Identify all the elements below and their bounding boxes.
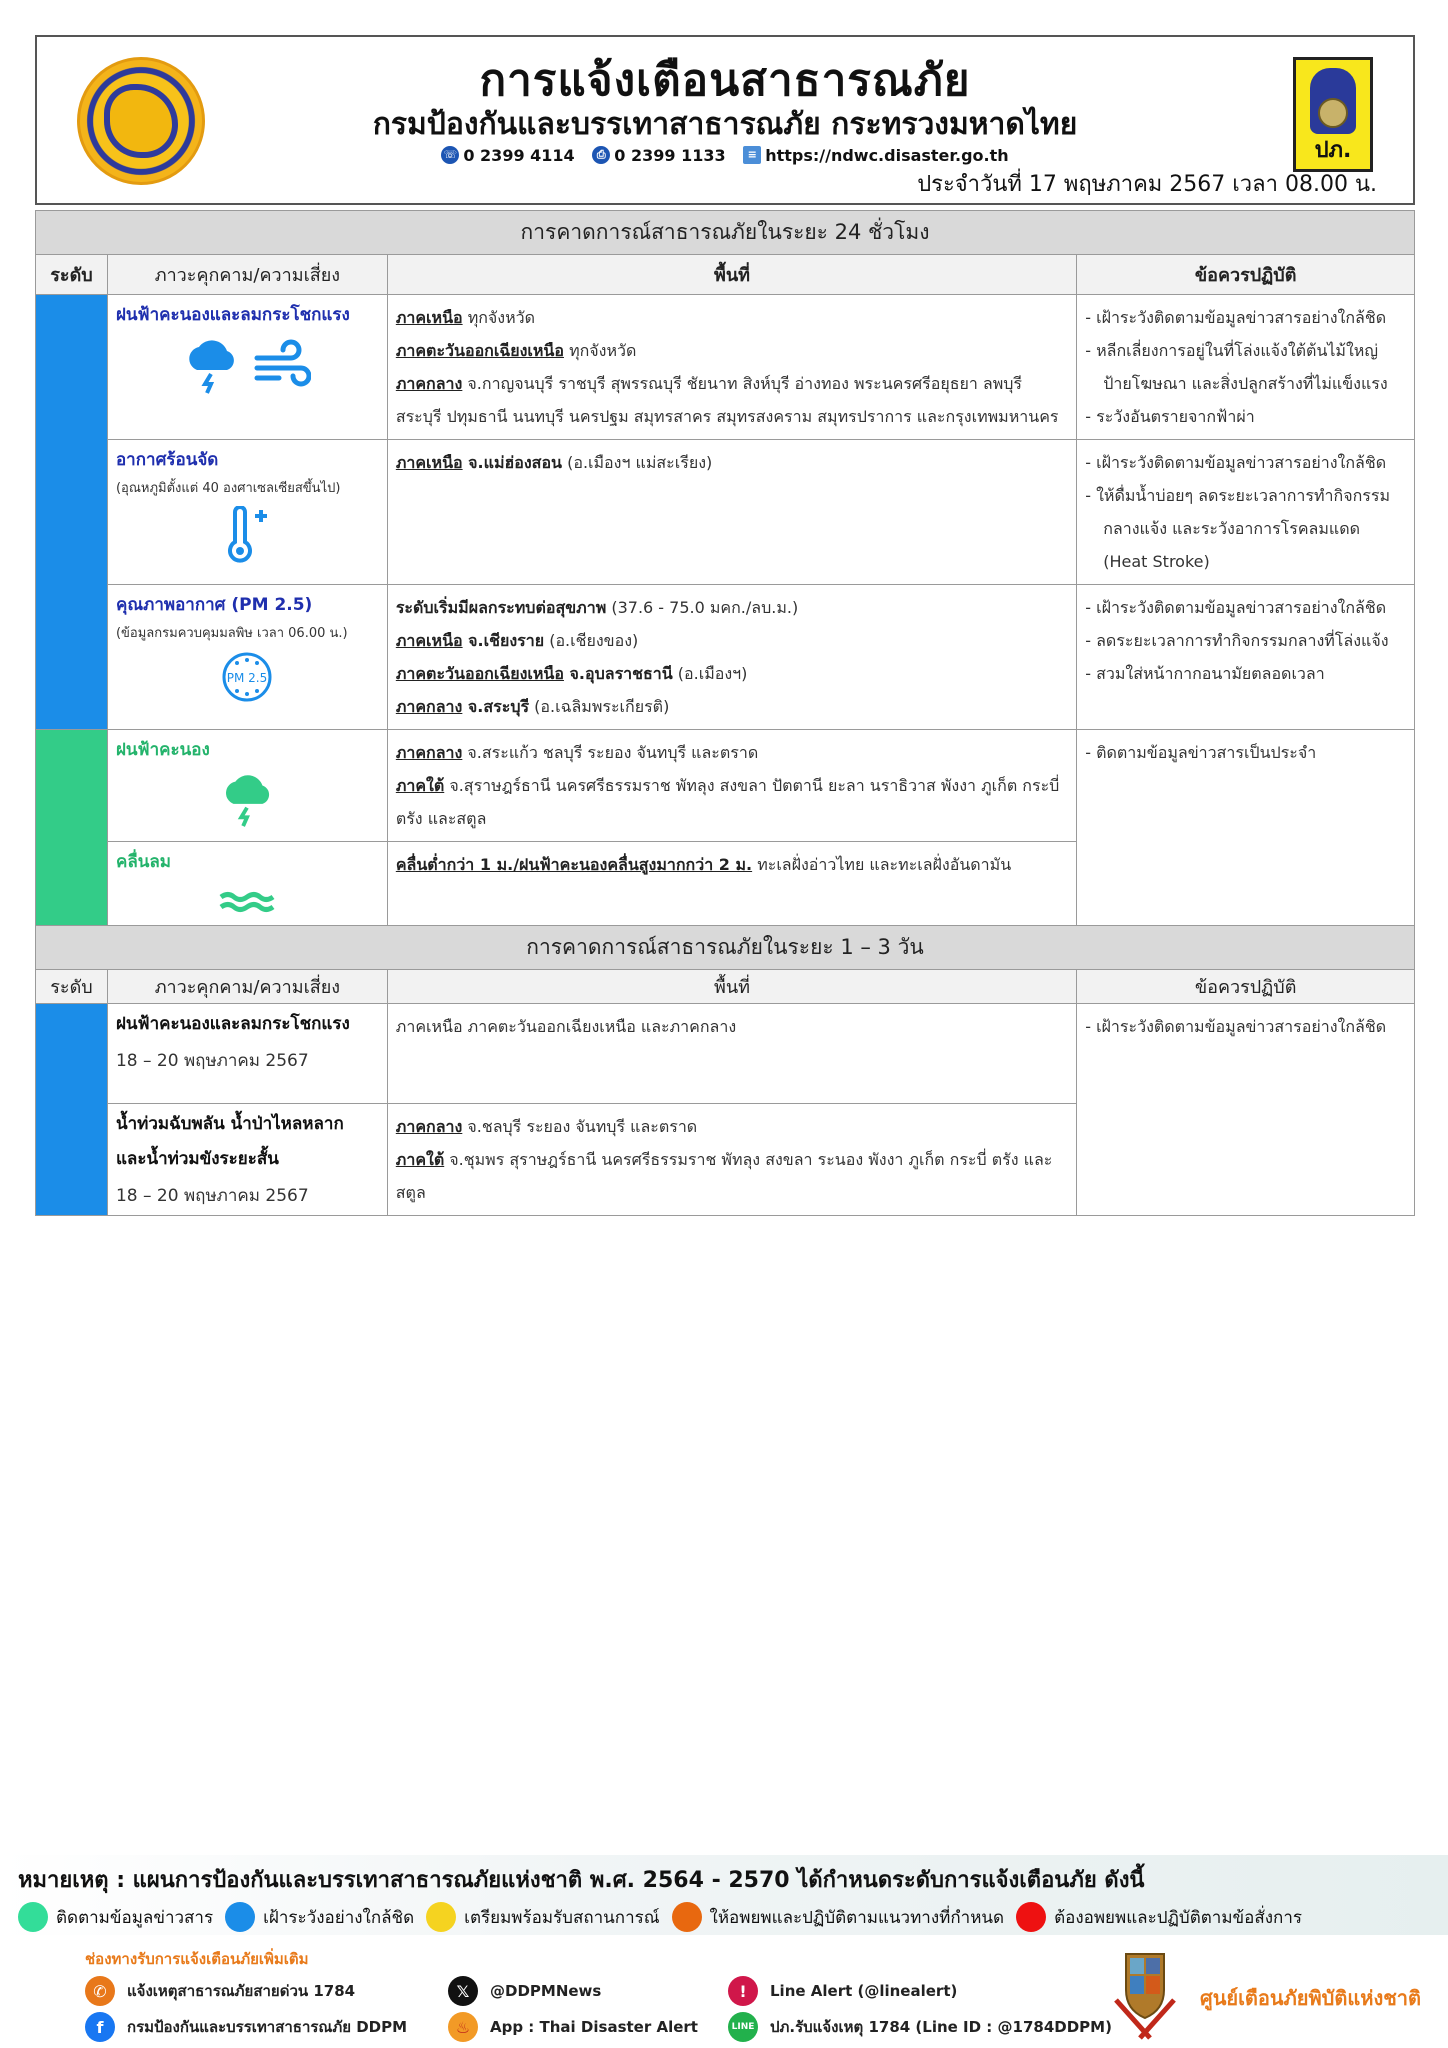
col-header-advice: ข้อควรปฏิบัติ — [1077, 255, 1415, 295]
level-dot-icon — [1016, 1902, 1046, 1932]
region-list: ภาคเหนือ ภาคตะวันออกเฉียงเหนือ และภาคกลาง — [395, 1017, 737, 1036]
advice-item: - ลดระยะเวลาการทำกิจกรรมกลางที่โล่งแจ้ง — [1085, 624, 1406, 657]
advice-cell — [1077, 730, 1415, 942]
web-icon: ≡ — [743, 146, 761, 164]
department-name: กรมป้องกันและบรรเทาสาธารณภัย กระทรวงมหาดไทย — [372, 107, 1078, 142]
province-name: จ.สระบุรี — [462, 697, 530, 716]
website-link[interactable]: https://ndwc.disaster.go.th — [765, 145, 1009, 165]
fax-icon: ⎙ — [592, 146, 610, 164]
table-row — [36, 440, 1415, 585]
district-list: (อ.เมืองฯ แม่สะเรียง) — [562, 453, 713, 472]
region-label: ภาคเหนือ — [395, 631, 463, 650]
app-icon: ♨ — [448, 2012, 478, 2042]
channel-label: ปภ.รับแจ้งเหตุ 1784 (Line ID : @1784DDPM) — [770, 2018, 1112, 2036]
channels-title: ช่องทางรับการแจ้งเตือนภัยเพิ่มเติม — [85, 1950, 309, 1968]
hazard-name: น้ำท่วมฉับพลัน น้ำป่าไหลหลาก — [115, 1114, 344, 1134]
pm25-icon — [221, 651, 273, 703]
wind-icon — [253, 336, 311, 394]
advice-item: - สวมใส่หน้ากากอนามัยตลอดเวลา — [1085, 657, 1406, 690]
forecast-24h-table — [35, 210, 1415, 942]
advice-item: - หลีกเลี่ยงการอยู่ในที่โล่งแจ้งใต้ต้นไม้ใหญ่ ป้ายโฆษณา และสิ่งปลูกสร้างที่ไม่แข็งแรง — [1085, 334, 1406, 400]
forecast-1-3d-table — [35, 925, 1415, 1216]
region-label: ภาคใต้ — [395, 776, 445, 795]
area-cell — [387, 440, 1076, 585]
advice-cell — [1077, 440, 1415, 585]
region-label: ภาคกลาง — [395, 743, 463, 762]
province-list: ทุกจังหวัด — [462, 308, 536, 327]
channel-label: กรมป้องกันและบรรเทาสาธารณภัย DDPM — [127, 2018, 408, 2036]
hazard-date: 18 – 20 พฤษภาคม 2567 — [115, 1186, 309, 1206]
channel-label: Line Alert (@linealert) — [770, 1982, 958, 2000]
province-name: จ.แม่ฮ่องสอน — [462, 453, 562, 472]
channel-label: แจ้งเหตุสาธารณภัยสายด่วน 1784 — [127, 1982, 356, 2000]
hazard-name: อากาศร้อนจัด — [115, 450, 219, 470]
phone-icon: ☏ — [441, 146, 459, 164]
x-icon: 𝕏 — [448, 1976, 478, 2006]
district-list: (อ.เฉลิมพระเกียรติ) — [529, 697, 670, 716]
table-row — [36, 295, 1415, 440]
pm-level-label: ระดับเริ่มมีผลกระทบต่อสุขภาพ — [395, 598, 607, 617]
hazard-note: (อุณหภูมิตั้งแต่ 40 องศาเซลเซียสขึ้นไป) — [115, 481, 341, 496]
area-cell — [387, 730, 1076, 842]
region-label: ภาคใต้ — [395, 1150, 445, 1169]
hazard-name: ฝนฟ้าคะนองและลมกระโชกแรง — [115, 305, 350, 325]
ddpm-abbr: ปภ. — [1314, 138, 1352, 163]
region-label: ภาคตะวันออกเฉียงเหนือ — [395, 341, 564, 360]
province-list: จ.กาญจนบุรี ราชบุรี สุพรรณบุรี ชัยนาท สิงห์บุรี อ่างทอง พระนครศรีอยุธยา ลพบุรี สระบุรี ปทุมธานี นนทบุรี นครปฐม สมุทรสาคร สมุทรสงคราม สมุทรปราการ และกรุงเทพมหานคร — [395, 374, 1059, 426]
thermometer-plus-icon — [225, 506, 269, 564]
col-header-hazard: ภาวะคุกคาม/ความเสี่ยง — [107, 255, 387, 295]
sea-area: ทะเลฝั่งอ่าวไทย และทะเลฝั่งอันดามัน — [752, 855, 1012, 874]
province-list: จ.สุราษฎร์ธานี นครศรีธรรมราช พัทลุง สงขลา ปัตตานี ยะลา นราธิวาส พังงา ภูเก็ต กระบี่ ตรัง และสตูล — [395, 776, 1060, 828]
waves-icon — [219, 891, 275, 913]
table-row — [36, 1004, 1415, 1104]
advice-cell — [1077, 585, 1415, 730]
region-label: ภาคตะวันออกเฉียงเหนือ — [395, 664, 564, 683]
channel-app[interactable] — [448, 2012, 698, 2042]
col-header-level: ระดับ — [36, 255, 108, 295]
table-row — [36, 585, 1415, 730]
line-icon: LINE — [728, 2012, 758, 2042]
level-dot-icon — [225, 1902, 255, 1932]
document-header — [35, 35, 1415, 205]
col-header-advice: ข้อควรปฏิบัติ — [1077, 970, 1415, 1004]
area-cell — [387, 1104, 1076, 1216]
pm-range: (37.6 - 75.0 มคก./ลบ.ม.) — [606, 598, 799, 617]
province-name: จ.เชียงราย — [462, 631, 545, 650]
province-list: จ.สระแก้ว ชลบุรี ระยอง จันทบุรี และตราด — [462, 743, 759, 762]
section-title-24h: การคาดการณ์สาธารณภัยในระยะ 24 ชั่วโมง — [36, 211, 1415, 255]
legend-label: ติดตามข้อมูลข่าวสาร — [56, 1907, 214, 1928]
legend-title: หมายเหตุ : แผนการป้องกันและบรรเทาสาธารณภัยแห่งชาติ พ.ศ. 2564 - 2570 ได้กำหนดระดับการแจ้งเตือนภัย ดังนี้ — [18, 1868, 1145, 1893]
channel-x[interactable] — [448, 1976, 601, 2006]
area-cell — [387, 1004, 1076, 1104]
advice-item: - ให้ดื่มน้ำบ่อยๆ ลดระยะเวลาการทำกิจกรรมกลางแจ้ง และระวังอาการโรคลมแดด (Heat Stroke) — [1085, 479, 1406, 578]
line-alert-icon: ! — [728, 1976, 758, 2006]
level-dot-icon — [426, 1902, 456, 1932]
phone-icon: ✆ — [85, 1976, 115, 2006]
level-indicator-blue — [36, 295, 108, 730]
advice-item: - ระวังอันตรายจากฟ้าผ่า — [1085, 400, 1406, 433]
region-label: ภาคกลาง — [395, 374, 463, 393]
legend-item-yellow — [426, 1902, 659, 1932]
col-header-area: พื้นที่ — [387, 970, 1076, 1004]
advice-cell — [1077, 295, 1415, 440]
level-dot-icon — [18, 1902, 48, 1932]
advice-item: - เฝ้าระวังติดตามข้อมูลข่าวสารอย่างใกล้ชิด — [1085, 1010, 1406, 1043]
channel-label: @DDPMNews — [490, 1982, 602, 2000]
facebook-icon: f — [85, 2012, 115, 2042]
province-list: จ.ชลบุรี ระยอง จันทบุรี และตราด — [462, 1117, 698, 1136]
channel-line-alert[interactable] — [728, 1976, 957, 2006]
hazard-name: คลื่นลม — [115, 852, 172, 872]
region-label: ภาคเหนือ — [395, 308, 463, 327]
region-label: ภาคเหนือ — [395, 453, 463, 472]
legend — [18, 1902, 1302, 1932]
ndwc-emblem-icon — [1110, 1950, 1180, 2040]
hazard-cell — [107, 440, 387, 585]
area-cell — [387, 295, 1076, 440]
hazard-name: ฝนฟ้าคะนอง — [115, 740, 210, 760]
section-title-1-3d: การคาดการณ์สาธารณภัยในระยะ 1 – 3 วัน — [36, 926, 1415, 970]
wave-height-label: คลื่นต่ำกว่า 1 ม./ฝนฟ้าคะนองคลื่นสูงมากกว่า 2 ม. — [395, 855, 753, 874]
legend-label: ให้อพยพและปฏิบัติตามแนวทางที่กำหนด — [709, 1907, 1005, 1928]
svg-text:PM 2.5: PM 2.5 — [227, 671, 268, 685]
table-row — [36, 730, 1415, 842]
advice-item: - เฝ้าระวังติดตามข้อมูลข่าวสารอย่างใกล้ชิด — [1085, 446, 1406, 479]
hazard-name: ฝนฟ้าคะนองและลมกระโชกแรง — [115, 1014, 350, 1034]
region-label: ภาคกลาง — [395, 697, 463, 716]
hazard-cell — [107, 1104, 387, 1216]
advice-item: - เฝ้าระวังติดตามข้อมูลข่าวสารอย่างใกล้ชิด — [1085, 591, 1406, 624]
channel-label: App : Thai Disaster Alert — [490, 2018, 698, 2036]
legend-item-orange — [672, 1902, 1005, 1932]
advice-cell — [1077, 1004, 1415, 1216]
col-header-level: ระดับ — [36, 970, 108, 1004]
level-indicator-blue — [36, 1004, 108, 1216]
contact-row — [37, 143, 1413, 165]
legend-item-green — [18, 1902, 213, 1932]
region-label: ภาคกลาง — [395, 1117, 463, 1136]
area-cell — [387, 585, 1076, 730]
advice-item: - เฝ้าระวังติดตามข้อมูลข่าวสารอย่างใกล้ชิด — [1085, 301, 1406, 334]
legend-label: ต้องอพยพและปฏิบัติตามข้อสั่งการ — [1054, 1907, 1303, 1928]
page-title: การแจ้งเตือนสาธารณภัย — [479, 55, 971, 106]
province-list: ทุกจังหวัด — [563, 341, 637, 360]
hazard-note: (ข้อมูลกรมควบคุมมลพิษ เวลา 06.00 น.) — [115, 626, 348, 641]
level-dot-icon — [672, 1902, 702, 1932]
legend-label: เฝ้าระวังอย่างใกล้ชิด — [263, 1907, 415, 1928]
hazard-name-cont: และน้ำท่วมขังระยะสั้น — [115, 1149, 279, 1169]
col-header-area: พื้นที่ — [387, 255, 1076, 295]
channel-facebook[interactable] — [85, 2012, 407, 2042]
seal-icon — [1318, 98, 1348, 128]
thunderstorm-icon — [219, 771, 275, 827]
hazard-cell — [107, 730, 387, 842]
issue-date: ประจำวันที่ 17 พฤษภาคม 2567 เวลา 08.00 น. — [917, 172, 1377, 197]
ddpm-logo — [1293, 57, 1373, 172]
hazard-cell — [107, 295, 387, 440]
hazard-cell — [107, 585, 387, 730]
hazard-name: คุณภาพอากาศ (PM 2.5) — [115, 595, 313, 615]
ndwc-label: ศูนย์เตือนภัยพิบัติแห่งชาติ — [1200, 1986, 1421, 2010]
province-name: จ.อุบลราชธานี — [563, 664, 673, 683]
thunderstorm-icon — [183, 336, 239, 394]
legend-item-blue — [225, 1902, 414, 1932]
district-list: (อ.เมืองฯ) — [672, 664, 748, 683]
hazard-cell — [107, 1004, 387, 1104]
legend-item-red — [1016, 1902, 1302, 1932]
hazard-date: 18 – 20 พฤษภาคม 2567 — [115, 1051, 309, 1071]
phone-number[interactable]: 0 2399 4114 — [463, 145, 575, 165]
channel-hotline[interactable] — [85, 1976, 355, 2006]
district-list: (อ.เชียงของ) — [544, 631, 639, 650]
level-indicator-green — [36, 730, 108, 942]
fax-number: 0 2399 1133 — [614, 145, 726, 165]
col-header-hazard: ภาวะคุกคาม/ความเสี่ยง — [107, 970, 387, 1004]
legend-label: เตรียมพร้อมรับสถานการณ์ — [464, 1907, 660, 1928]
advice-item: - ติดตามข้อมูลข่าวสารเป็นประจำ — [1085, 736, 1406, 769]
channel-line[interactable] — [728, 2012, 1112, 2042]
province-list: จ.ชุมพร สุราษฎร์ธานี นครศรีธรรมราช พัทลุง สงขลา ระนอง พังงา ภูเก็ต กระบี่ ตรัง และสตูล — [395, 1150, 1053, 1202]
